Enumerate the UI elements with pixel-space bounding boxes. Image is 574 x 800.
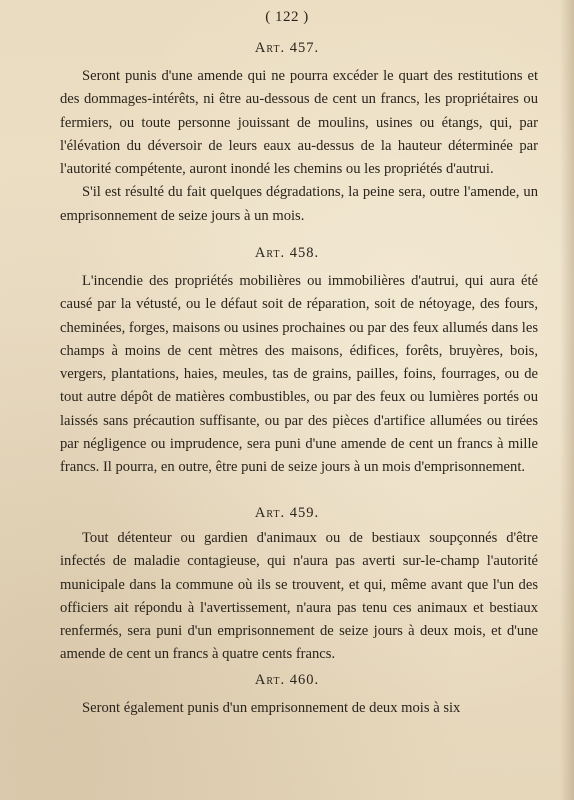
- article-457-paragraph-1: Seront punis d'une amende qui ne pourra excéder le quart des restitutions et des dommages-intérêts, ni être au-dessous de cent un francs, les propriétaires ou fermiers, ou toute personne jouissant de moulins, usines ou étangs, qui, par l'élévation du déversoir de leurs eaux au-dessus de la hauteur déterminée par l'autorité compétente, auront inondé les chemins ou les propriétés d'autrui.: [60, 68, 538, 178]
- page-edge-shadow: [560, 0, 574, 800]
- article-458-paragraph-1: L'incendie des propriétés mobilières ou immobilières d'autrui, qui aura été causé par la vétusté, ou le défaut soit de réparation, soit de nétoyage, des fours, cheminées, forges, maisons ou usines prochaines ou par des feux allumés dans les champs à moins de cent mètres des maisons, édifices, forêts, bruyères, bois, vergers, plantations, haies, meules, tas de grains, pailles, foins, fourrages, ou de tout autre dépôt de matières combustibles, ou par des feux ou lumières portés ou laissés sans précaution suffisante, ou par des pièces d'artifice allumées ou tirées par négligence ou imprudence, sera puni d'une amende de cent un francs à mille francs. Il pourra, en outre, être puni de seize jours à un mois d'emprisonnement.: [60, 273, 538, 476]
- article-457-paragraph-2: S'il est résulté du fait quelques dégradations, la peine sera, outre l'amende, un emprisonnement de seize jours à un mois.: [60, 184, 538, 224]
- article-457-body: [60, 65, 538, 228]
- page-number: ( 122 ): [265, 9, 309, 25]
- article-458-heading: Art. 458.: [254, 245, 320, 261]
- article-459-paragraph-1: Tout détenteur ou gardien d'animaux ou de bestiaux soupçonnés d'être infectés de maladie contagieuse, qui n'aura pas averti sur-le-champ l'autorité municipale dans la commune où ils se trouvent, et qui, même avant que l'un des officiers ait répondu à l'avertissement, n'aura pas tenu ces animaux et bestiaux renfermés, sera puni d'un emprisonnement de seize jours à deux mois, et d'une amende de cent un francs à quatre cents francs.: [60, 530, 538, 663]
- article-457-heading: Art. 457.: [254, 40, 320, 56]
- article-460-body: [60, 697, 538, 720]
- article-460-heading: Art. 460.: [254, 672, 320, 688]
- article-460-paragraph-1: Seront également punis d'un emprisonnement de deux mois à six: [82, 700, 461, 716]
- article-459-body: [60, 527, 538, 667]
- article-458-body: [60, 270, 538, 480]
- article-459-heading: Art. 459.: [254, 505, 320, 521]
